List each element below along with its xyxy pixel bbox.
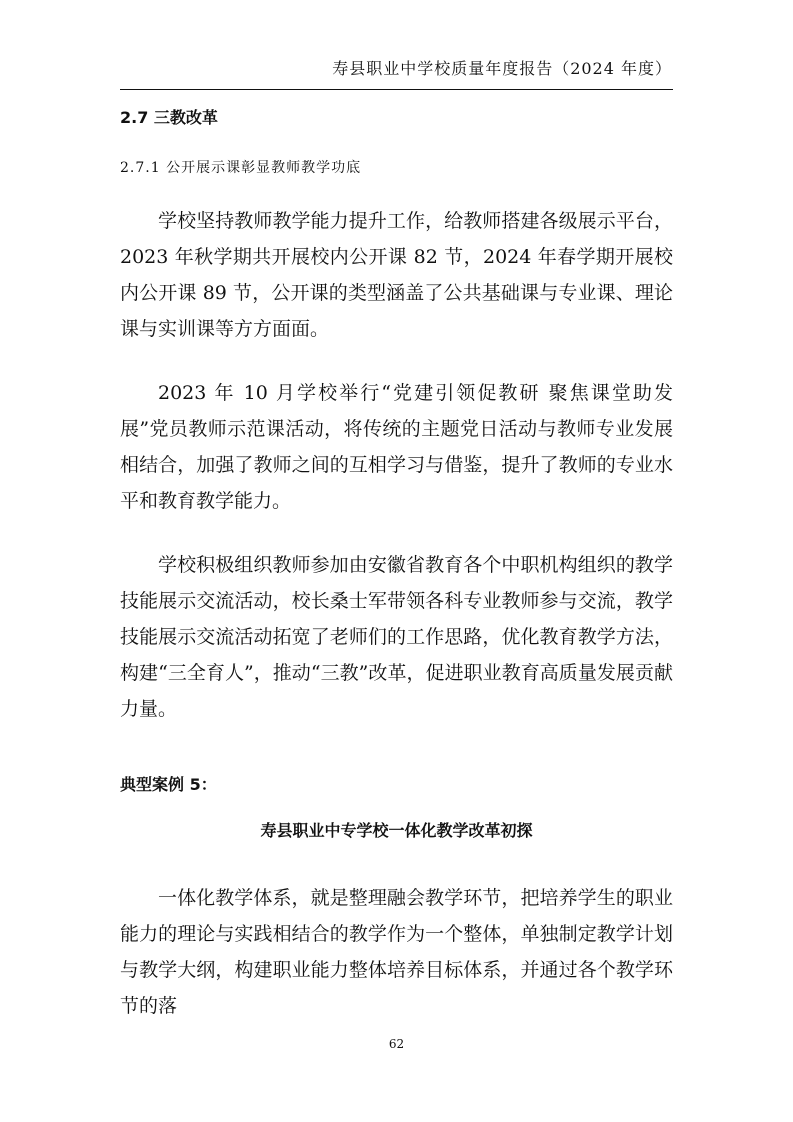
- page-number: 62: [388, 1037, 405, 1051]
- running-header: 寿县职业中学校质量年度报告（2024 年度）: [332, 59, 672, 78]
- case-paragraph: 一体化教学体系，就是整理融会教学环节，把培养学生的职业能力的理论与实践相结合的教学作为一个整体，单独制定教学计划与教学大纲，构建职业能力整体培养目标体系，并通过各个教学环节的落: [120, 887, 673, 1017]
- case-title: 寿县职业中专学校一体化教学改革初探: [260, 821, 533, 840]
- body-paragraph-1: 学校坚持教师教学能力提升工作，给教师搭建各级展示平台，2023 年秋学期共开展校内公开课 82 节，2024 年春学期开展校内公开课 89 节，公开课的类型涵盖了公共基础课与专业课、理论课与实训课等方方面面。: [120, 210, 673, 340]
- body-paragraph-3: 学校积极组织教师参加由安徽省教育各个中职机构组织的教学技能展示交流活动，校长桑士军带领各科专业教师参与交流，教学技能展示交流活动拓宽了老师们的工作思路，优化教育教学方法，构建“三全育人”，推动“三教”改革，促进职业教育高质量发展贡献力量。: [120, 554, 673, 720]
- body-paragraph-2: 2023 年 10 月学校举行“党建引领促教研 聚焦课堂助发展”党员教师示范课活动，将传统的主题党日活动与教师专业发展相结合，加强了教师之间的互相学习与借鉴，提升了教师的专业水平和教育教学能力。: [120, 382, 673, 512]
- case-label: 典型案例 5：: [120, 775, 217, 794]
- subsection-title: 2.7.1 公开展示课彰显教师教学功底: [120, 160, 362, 176]
- section-title: 2.7 三教改革: [120, 108, 218, 127]
- header-rule: [120, 89, 673, 90]
